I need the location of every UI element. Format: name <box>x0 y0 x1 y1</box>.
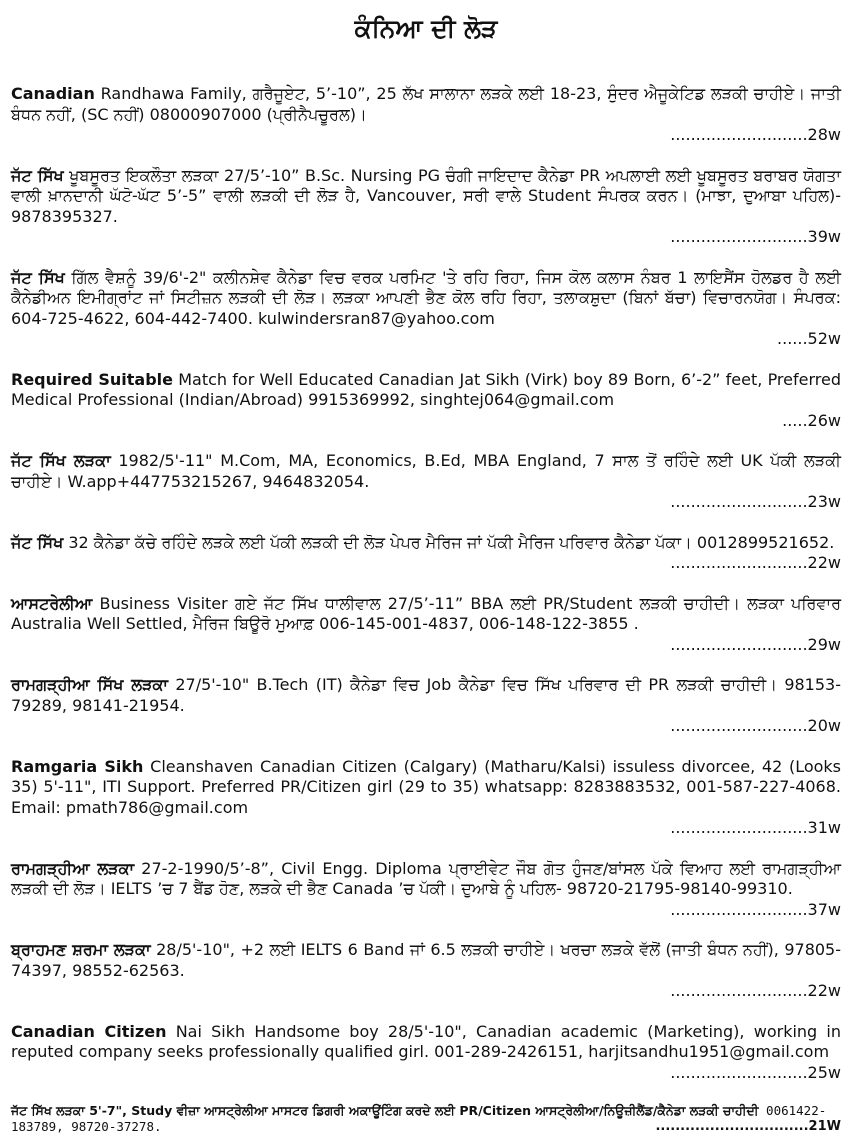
ad-code: ...........................31w <box>670 818 841 837</box>
ad-code: ...............................21W <box>655 1119 841 1134</box>
ad-text: Cleanshaven Canadian Citizen (Calgary) (Matharu/Kalsi) issuless divorcee, 42 (Looks 35) 5'-11", ITI Support. Preferred PR/Citizen girl (29 to 35) whatsapp: 8283883532, 001-587-227-4068. Email: pmath786@gmail.com <box>11 756 842 817</box>
ad-text: 28/5'-10", +2 ਲਈ IELTS 6 Band ਜਾਂ 6.5 ਲੜਕੀ ਚਾਹੀਏ। ਖਰਚਾ ਲੜਕੇ ਵੱਲੋਂ (ਜਾਤੀ ਬੰਧਨ ਨਹੀਂ), 97805-74397, 98552-62563. <box>11 940 842 980</box>
classified-ad <box>11 859 841 921</box>
ad-phones: 0061422-183789, 98720-37278. <box>11 1103 827 1134</box>
ad-code: ...........................20w <box>670 716 841 735</box>
ad-lead: ਆਸਟਰੇਲੀਆ <box>11 593 93 613</box>
ad-lead: ਜੱਟ ਸਿੱਖ <box>11 532 64 552</box>
classified-ad <box>11 84 841 146</box>
ad-code: ...........................23w <box>670 492 841 511</box>
classified-ad <box>11 675 841 737</box>
classified-ad <box>11 370 841 432</box>
ad-lead: ਰਾਮਗੜ੍ਹੀਆ ਲੜਕਾ <box>11 858 135 878</box>
classified-ad <box>11 940 841 1002</box>
ad-code: ...........................22w <box>670 553 841 572</box>
ad-text: ਖੂਬਸੂਰਤ ਇਕਲੌਤਾ ਲੜਕਾ 27/5’-10” B.Sc. Nursing PG ਚੰਗੀ ਜਾਇਦਾਦ ਕੈਨੇਡਾ PR ਅਪਲਾਈ ਲਈ ਖੂਬਸੂਰਤ ਬਰਾਬਰ ਯੋਗਤਾ ਵਾਲੀ ਖ਼ਾਨਦਾਨੀ ਘੱਟੋ-ਘੱਟ 5’-5” ਵਾਲੀ ਲੜਕੀ ਦੀ ਲੋੜ ਹੈ, Vancouver, ਸਰੀ ਵਾਲੇ Student ਸੰਪਰਕ ਕਰਨ। (ਮਾਝਾ, ਦੁਆਬਾ ਪਹਿਲ)- 9878395327. <box>11 165 841 226</box>
ad-lead: Canadian <box>11 84 95 103</box>
ad-lead: Required Suitable <box>11 369 174 389</box>
ad-lead: ਜੱਟ ਸਿੱਖ ਲੜਕਾ <box>11 451 111 470</box>
ad-code: ...........................37w <box>670 899 841 919</box>
classified-ad <box>11 268 841 350</box>
classified-ad <box>11 594 841 656</box>
classified-ad <box>11 166 841 248</box>
classified-ad <box>11 757 841 839</box>
ad-text: Match for Well Educated Canadian Jat Sikh (Virk) boy 89 Born, 6’-2” feet, Preferred Medical Professional (Indian/Abroad) 9915369992, singhtej064@gmail.com <box>11 369 842 409</box>
ad-text: 27-2-1990/5’-8”, Civil Engg. Diploma ਪ੍ਰਾਈਵੇਟ ਜੌਬ ਗੋਤ ਹੁੰਜਣ/ਬਾਂਸਲ ਪੱਕੇ ਵਿਆਹ ਲਈ ਰਾਮਗੜ੍ਹੀਆ ਲੜਕੀ ਦੀ ਲੋੜ। IELTS ’ਚ 7 ਬੈਂਡ ਹੋਣ, ਲੜਕੇ ਦੀ ਭੈਣ Canada ’ਚ ਪੱਕੀ। ਦੁਆਬੇ ਨੂੰ ਪਹਿਲ- 98720-21795-98140-99310. <box>11 858 841 898</box>
ad-text: Randhawa Family, ਗਰੈਜੂਏਟ, 5’-10”, 25 ਲੱਖ ਸਾਲਾਨਾ ਲੜਕੇ ਲਈ 18-23, ਸੁੰਦਰ ਐਜੂਕੇਟਿਡ ਲੜਕੀ ਚਾਹੀਏ। ਜਾਤੀ ਬੰਧਨ ਨਹੀਂ, (SC ਨਹੀਂ) 08000907000 (ਪ੍ਰੀਨੈਪਚੂਰਲ)। <box>11 84 841 124</box>
ad-code: ...........................25w <box>670 1062 841 1082</box>
ad-lead: Ramgaria Sikh <box>11 756 144 776</box>
ad-code: ...........................29w <box>670 634 841 654</box>
ad-text: ਗਿੱਲ ਵੈਸ਼ਨੂੰ 39/6'-2" ਕਲੀਨਸ਼ੇਵ ਕੈਨੇਡਾ ਵਿਚ ਵਰਕ ਪਰਮਿਟ 'ਤੇ ਰਹਿ ਰਿਹਾ, ਜਿਸ ਕੋਲ ਕਲਾਸ ਨੰਬਰ 1 ਲਾਇਸੈਂਸ ਹੋਲਡਰ ਹੈ ਲਈ ਕੈਨੇਡੀਅਨ ਇਮੀਗ੍ਰਾਂਟ ਜਾਂ ਸਿਟੀਜ਼ਨ ਲੜਕੀ ਦੀ ਲੋੜ। ਲੜਕਾ ਆਪਣੀ ਭੈਣ ਕੋਲ ਰਹਿ ਰਿਹਾ, ਤਲਾਕਸ਼ੁਦਾ (ਬਿਨਾਂ ਬੱਚਾ) ਵਿਚਾਰਨਯੋਗ। ਸੰਪਰਕ: 604-725-4622, 604-442-7400. kulwindersran87@yahoo.com <box>11 267 841 328</box>
ad-lead: Canadian Citizen <box>11 1021 167 1041</box>
classified-ad <box>11 451 841 513</box>
ad-lead: ਜੱਟ ਸਿੱਖ ਲੜਕਾ 5'-7", Study ਵੀਜ਼ਾ ਆਸਟ੍ਰੇਲੀਆ ਮਾਸਟਰ ਡਿਗਰੀ ਅਕਾਊਂਟਿੰਗ ਕਰਦੇ ਲਈ PR/Citizen ਆਸਟ੍ਰੇਲੀਆ/ਨਿਊਜ਼ੀਲੈਂਡ/ਕੈਨੇਡਾ ਲੜਕੀ ਚਾਹੀਦੀ <box>11 1103 759 1118</box>
ad-lead: ਰਾਮਗੜ੍ਹੀਆ ਸਿੱਖ ਲੜਕਾ <box>11 675 169 694</box>
ad-code: ......52w <box>777 329 841 348</box>
ad-code: ...........................22w <box>670 981 841 1000</box>
ad-lead: ਜੱਟ ਸਿੱਖ <box>11 267 65 287</box>
ad-text: 32 ਕੈਨੇਡਾ ਕੱਚੇ ਰਹਿੰਦੇ ਲੜਕੇ ਲਈ ਪੱਕੀ ਲੜਕੀ ਦੀ ਲੋੜ ਪੇਪਰ ਮੈਰਿਜ ਜਾਂ ਪੱਕੀ ਮੈਰਿਜ ਪਰਿਵਾਰ ਕੈਨੇਡਾ ਪੱਕਾ। 0012899521652. <box>63 532 835 552</box>
ad-text: Nai Sikh Handsome boy 28/5'-10", Canadian academic (Marketing), working in reputed company seeks professionally qualified girl. 001-289-2426151, harjitsandhu1951@gmail.com <box>11 1021 842 1061</box>
ad-code: .....26w <box>782 410 841 430</box>
classified-list <box>11 84 841 1135</box>
ad-code: ...........................39w <box>670 227 841 246</box>
ad-text: 1982/5'-11" M.Com, MA, Economics, B.Ed, MBA England, 7 ਸਾਲ ਤੋਂ ਰਹਿੰਦੇ ਲਈ UK ਪੱਕੀ ਲੜਕੀ ਚਾਹੀਏ। W.app+447753215267, 9464832054. <box>11 451 841 491</box>
ad-lead: ਜੱਟ ਸਿੱਖ <box>11 165 64 185</box>
classified-ad <box>11 1022 841 1084</box>
classified-ad <box>11 533 841 574</box>
page-title: ਕੰਨਿਆ ਦੀ ਲੋੜ <box>354 14 498 43</box>
ad-text: Business Visiter ਗਏ ਜੱਟ ਸਿੱਖ ਧਾਲੀਵਾਲ 27/5’-11” BBA ਲਈ PR/Student ਲੜਕੀ ਚਾਹੀਦੀ। ਲੜਕਾ ਪਰਿਵਾਰ Australia Well Settled, ਮੈਰਿਜ ਬਿਊਰੋ ਮੁਆਫ਼ 006-145-001-4837, 006-148-122-3855 . <box>11 593 841 633</box>
ad-text: 27/5'-10" B.Tech (IT) ਕੈਨੇਡਾ ਵਿਚ Job ਕੈਨੇਡਾ ਵਿਚ ਸਿੱਖ ਪਰਿਵਾਰ ਦੀ PR ਲੜਕੀ ਚਾਹੀਦੀ। 98153-79289, 98141-21954. <box>11 675 841 715</box>
ad-lead: ਬ੍ਰਾਹਮਣ ਸ਼ਰਮਾ ਲੜਕਾ <box>11 940 151 959</box>
classified-ad-last <box>11 1103 841 1135</box>
ad-code: ...........................28w <box>670 125 841 144</box>
